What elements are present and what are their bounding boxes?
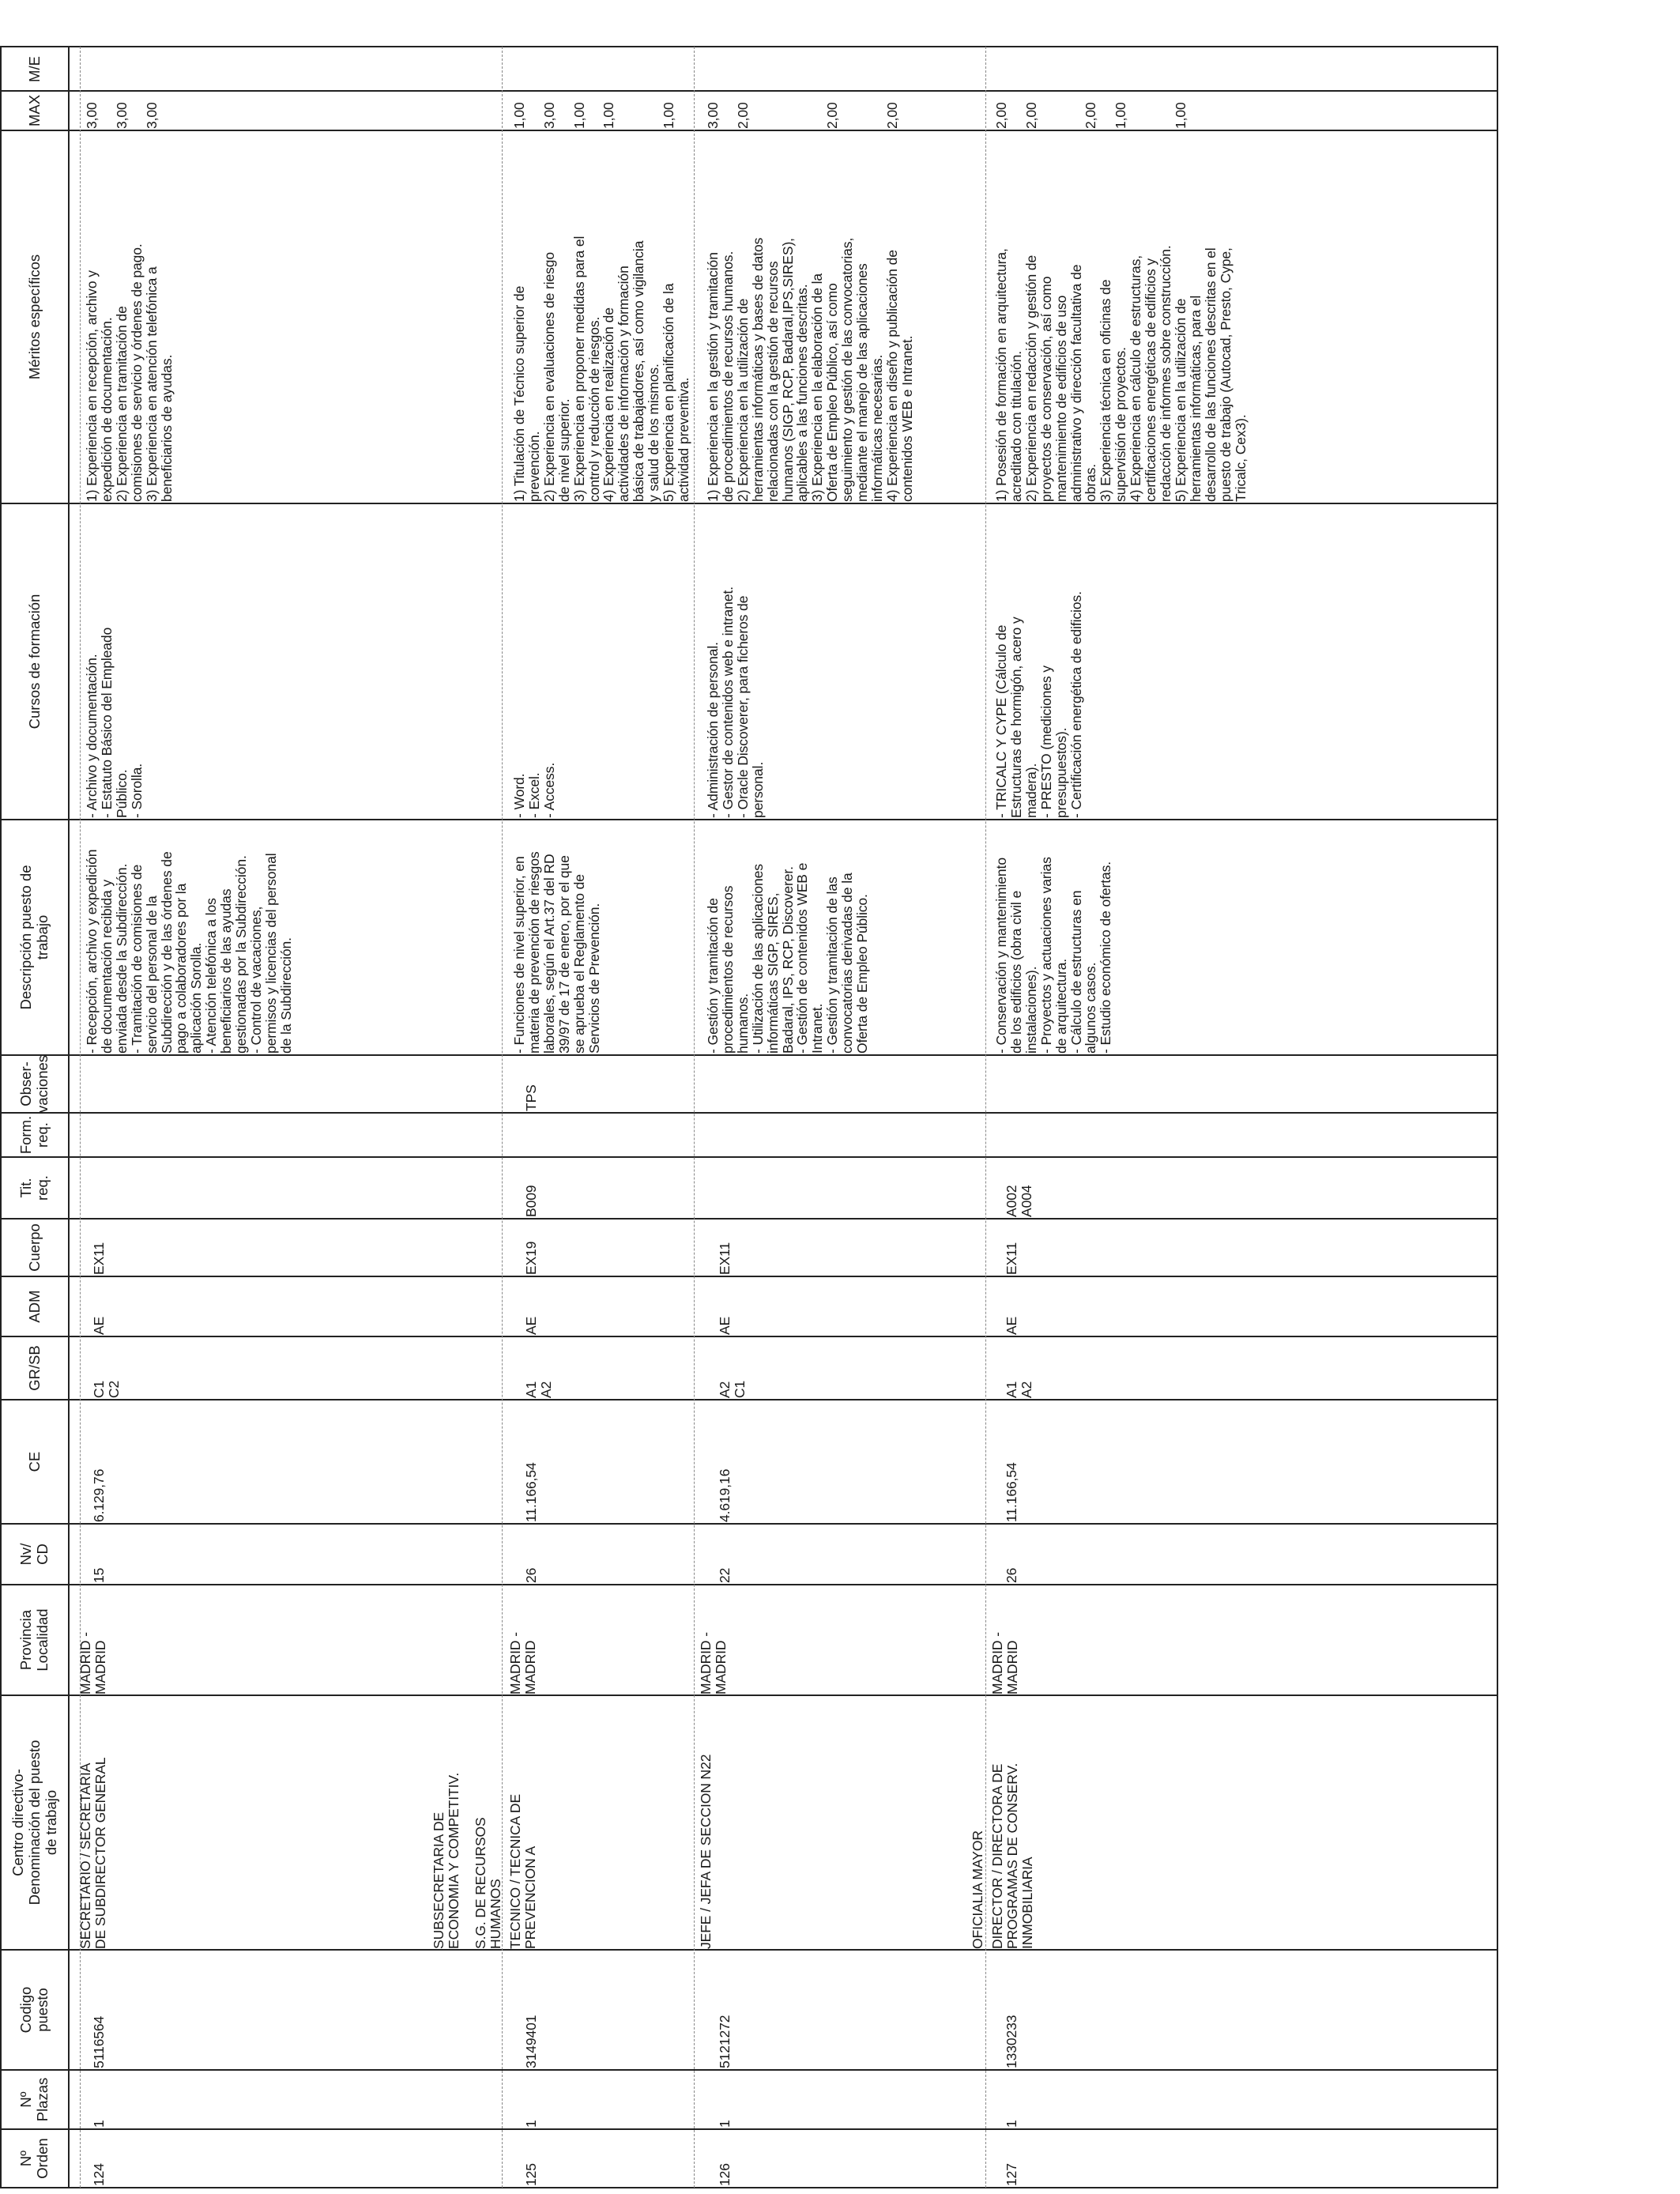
- cell-orden: 126: [717, 2163, 733, 2186]
- table-top-border: [0, 47, 2, 2188]
- header-ce: CE: [25, 1451, 43, 1472]
- cell-centro: SECRETARIO / SECRETARIA DE SUBDIRECTOR GENERAL: [77, 1757, 108, 1949]
- cell-cursos: - Word. - Excel. - Access.: [511, 762, 557, 818]
- cell-observaciones: [89, 1055, 500, 1113]
- cell-observaciones: [1002, 1055, 1445, 1113]
- header-meritos: Méritos específicos: [25, 254, 43, 380]
- cell-meritos: 1) Experiencia en recepción, archivo y expedición de documentación. 2) Experiencia en tramitación de comisiones de servicio y órdenes de pago. 3) Experiencia en atención telefónica a beneficiarios de ayudas.: [84, 243, 175, 502]
- cell-centro: DIRECTOR / DIRECTORA DE PROGRAMAS DE CONSERV. INMOBILIARIA: [989, 1762, 1035, 1949]
- cell-formacion: [1002, 1113, 1445, 1157]
- cell-centro: JEFE / JEFA DE SECCION N22: [698, 1754, 714, 1949]
- header-observaciones: Obser- vaciones: [17, 1055, 51, 1113]
- cell-orden: 125: [523, 2163, 539, 2186]
- header-codigo: Codigo puesto: [17, 1986, 51, 2034]
- cell-grupo: A1 A2: [1004, 1381, 1034, 1398]
- header-descripcion: Descripción puesto de trabajo: [17, 865, 51, 1010]
- cell-plazas: 1: [523, 2120, 539, 2128]
- row-separator: [694, 47, 695, 2188]
- cell-adm: AE: [91, 1316, 107, 1335]
- cell-adm: AE: [1004, 1316, 1019, 1335]
- cell-adm: AE: [523, 1316, 539, 1335]
- cell-plazas: 1: [91, 2120, 107, 2128]
- cell-grupo: C1 C2: [91, 1380, 122, 1398]
- cell-nivel: 26: [1004, 1567, 1019, 1583]
- cell-nivel: 15: [91, 1567, 107, 1583]
- cell-provincia: MADRID - MADRID: [507, 1632, 538, 1695]
- cell-adm: AE: [717, 1316, 733, 1335]
- header-adm: ADM: [25, 1290, 43, 1323]
- header-me: M/E: [25, 56, 43, 82]
- cell-plazas: 1: [717, 2120, 733, 2128]
- cell-meritos: 1) Titulación de Técnico superior de prevención. 2) Experiencia en evaluaciones de riesgo de nivel superior. 3) Experiencia en proponer medidas para el control y reducción de riesgos. 4) Experiencia en realización de actividades de información y formación básica de trabajadores, así como vigilancia y salud de los mismos. 5) Experiencia en planificación de la actividad preventiva.: [511, 236, 691, 502]
- cell-cuerpo: EX19: [523, 1241, 539, 1275]
- cell-orden: 127: [1004, 2163, 1019, 2186]
- table-bottom-border: [1497, 47, 1498, 2188]
- cell-meritos: 1) Posesión de formación en arquitectura, acreditado con titulación. 2) Experiencia en redacción y gestión de proyectos de conservación, así como mantenimiento de edificios de uso administrativo y dirección facultativa de obras. 3) Experiencia técnica en oficinas de supervisión de proyectos. 4) Experiencia en cálculo de estructuras, certificaciones energéticas de edificios y redacción de informes sobre construcción. 5) Experiencia en la utilización de herramientas informáticas, para el desarrollo de las funciones descritas en el puesto de trabajo (Autocad, Presto, Cype, Tricalc, Cex3).: [993, 245, 1249, 502]
- header-provincia: Provincia Localidad: [17, 1608, 51, 1672]
- cell-provincia: MADRID - MADRID: [77, 1632, 108, 1695]
- cell-observaciones: TPS: [523, 1084, 539, 1111]
- cell-descripcion: - Conservación y mantenimiento de los edificios (obra civil e instalaciones). - Proyectos y actuaciones varias de arquitectura. - Cálculo de estructuras en algunos casos. - Estudio económico de ofertas.: [993, 857, 1114, 1054]
- group-header-sg-rrhh: S.G. DE RECURSOS HUMANOS: [473, 1817, 503, 1949]
- cell-me: [992, 47, 1450, 91]
- cell-me: [82, 47, 501, 91]
- cell-ce: 6.129,76: [91, 1468, 107, 1522]
- header-formacion: Form. req.: [17, 1115, 51, 1155]
- cell-cuerpo: EX11: [717, 1242, 733, 1275]
- header-grupo: GR/SB: [25, 1345, 43, 1391]
- cell-cursos: - Administración de personal. - Gestor de contenidos web e intranet. - Oracle Discoverer, para ficheros de personal.: [705, 586, 766, 818]
- cell-meritos: 1) Experiencia en la gestión y tramitación de procedimientos de recursos humanos. 2) Experiencia en la utilización de herramientas informáticas y bases de datos relacionadas con la gestión de recursos humanos (SIGP, RCP, Badaral,IPS,SIRES), aplicables a las funciones descritas. 3) Experiencia en la elaboración de la Oferta de Empleo Público, así como seguimiento y gestión de las convocatorias, mediante el manejo de las aplicaciones informáticas necesarias. 4) Experiencia en diseño y publicación de contenidos WEB e Intranet.: [705, 237, 915, 502]
- header-bottom-border: [68, 47, 70, 2188]
- cell-cursos: - Archivo y documentación. - Estatuto Básico del Empleado Público. - Sorolla.: [84, 627, 145, 818]
- cell-centro: TECNICO / TECNICA DE PREVENCION A: [507, 1793, 538, 1949]
- header-centro: Centro directivo- Denominación del puesto de trabajo: [9, 1740, 59, 1906]
- cell-codigo: 5116564: [91, 2015, 107, 2068]
- cell-grupo: A1 A2: [523, 1381, 554, 1398]
- cell-titulacion: [89, 1157, 500, 1219]
- cell-titulacion: B009: [523, 1185, 539, 1217]
- header-titulacion: Tit. req.: [17, 1175, 51, 1201]
- cell-max: 2,00 2,00 2,00 1,00 1,00: [993, 102, 1188, 129]
- cell-titulacion: A002 A004: [1004, 1185, 1034, 1217]
- cell-codigo: 5121272: [717, 2015, 733, 2068]
- cell-descripcion: - Gestión y tramitación de procedimientos de recursos humanos. - Utilización de las aplicaciones informáticas SIGP, SIRES, Badaral, IPS, RCP, Discoverer. - Gestión de contenidos WEB e Intranet. - Gestión y tramitación de las convocatorias derivadas de la Oferta de Empleo Público.: [705, 862, 871, 1054]
- cell-me: [510, 47, 691, 91]
- group-header-subsecretaria: SUBSECRETARIA DE ECONOMIA Y COMPETITIV.: [431, 1772, 461, 1949]
- cell-ce: 4.619,16: [717, 1468, 733, 1522]
- header-plazas: Nº Plazas: [17, 2077, 51, 2122]
- cell-cuerpo: EX11: [1004, 1242, 1019, 1275]
- header-max: MAX: [25, 94, 43, 127]
- cell-titulacion: [715, 1157, 976, 1219]
- cell-descripcion: - Recepción, archivo y expedición de documentación recibida y enviada desde la Subdirección. - Tramitación de comisiones de servicio del personal de la Subdirección y de las órdenes de pago a colaboradores por la aplicación Sorolla. - Atención telefónica a los beneficiarios de las ayudas gestionadas por la Subdirección. - Control de vacaciones, permisos y licencias del personal de la Subdirección.: [84, 849, 294, 1054]
- cell-max: 3,00 2,00 2,00 2,00: [705, 102, 900, 129]
- cell-formacion: [89, 1113, 500, 1157]
- cell-plazas: 1: [1004, 2120, 1019, 2128]
- cell-me: [703, 47, 980, 91]
- cell-provincia: MADRID - MADRID: [698, 1632, 729, 1695]
- cell-observaciones: [715, 1055, 976, 1113]
- cell-descripcion: - Funciones de nivel superior, en materia de prevención de riesgos laborales, según el Art.37 del RD 39/97 de 17 de enero, por el que se aprueba el Reglamento de Servicios de Prevención.: [511, 851, 602, 1054]
- cell-codigo: 1330233: [1004, 2015, 1019, 2068]
- group-header-oficialia: OFICIALIA MAYOR: [970, 1830, 985, 1949]
- cell-provincia: MADRID - MADRID: [989, 1632, 1020, 1695]
- cell-max: 1,00 3,00 1,00 1,00 1,00: [511, 102, 677, 129]
- cell-max: 3,00 3,00 3,00: [84, 102, 160, 129]
- header-nivel: Nv/ CD: [17, 1543, 51, 1566]
- cell-codigo: 3149401: [523, 2015, 539, 2068]
- cell-formacion: [522, 1113, 687, 1157]
- header-cursos: Cursos de formación: [25, 594, 43, 729]
- cell-cuerpo: EX11: [91, 1242, 107, 1275]
- cell-ce: 11.166,54: [1004, 1462, 1019, 1522]
- header-cuerpo: Cuerpo: [25, 1223, 43, 1272]
- cell-ce: 11.166,54: [523, 1462, 539, 1522]
- cell-grupo: A2 C1: [717, 1380, 748, 1398]
- header-orden: Nº Orden: [17, 2138, 51, 2179]
- cell-formacion: [715, 1113, 976, 1157]
- cell-nivel: 26: [523, 1567, 539, 1583]
- cell-cursos: - TRICALC Y CYPE (Cálculo de Estructuras de hormigón, acero y madera). - PRESTO (mediciones y presupuestos). - Certificación energética de edificios.: [993, 591, 1084, 818]
- cell-orden: 124: [91, 2163, 107, 2186]
- cell-nivel: 22: [717, 1567, 733, 1583]
